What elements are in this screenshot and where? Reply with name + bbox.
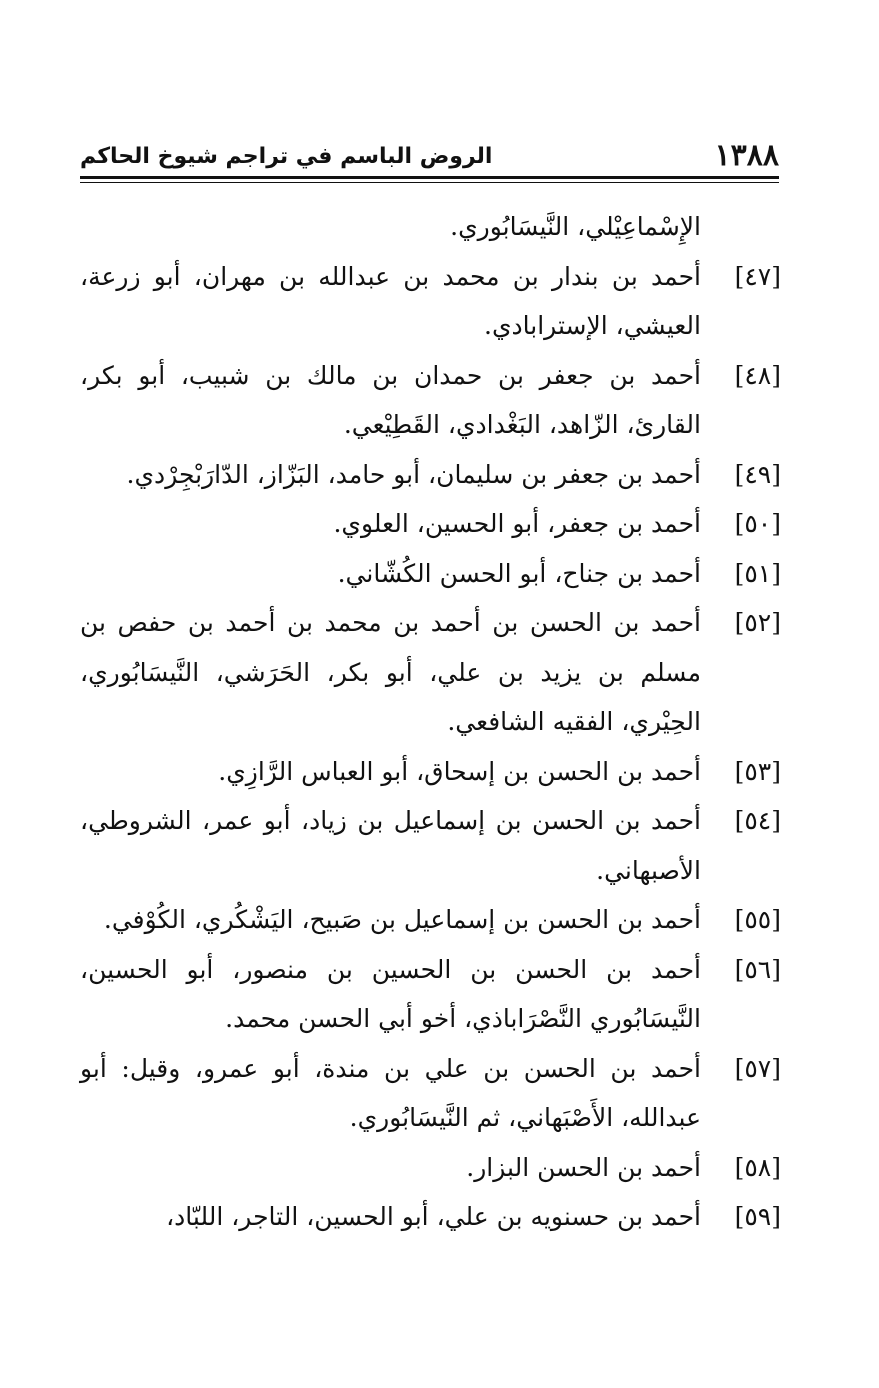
entry-number: [٥١] bbox=[734, 558, 781, 588]
entry-text: أحمد بن بندار بن محمد بن عبدالله بن مهران، أبو زرعة، العيشي، الإسترابادي. bbox=[80, 261, 701, 340]
entry-text: أحمد بن حسنويه بن علي، أبو الحسين، التاجر، اللبّاد، bbox=[166, 1202, 701, 1231]
entry-text: أحمد بن الحسن بن أحمد بن محمد بن أحمد بن حفص بن مسلم بن يزيد بن علي، أبو بكر، الحَرَشي، النَّيسَابُوري، الحِيْري، الفقيه الشافعي. bbox=[80, 608, 701, 736]
entry-text: أحمد بن جعفر بن سليمان، أبو حامد، البَزّاز، الدّارَبْجِرْدي. bbox=[126, 459, 701, 489]
entry bbox=[80, 945, 781, 1044]
entry-number: [٥٧] bbox=[734, 1053, 781, 1083]
running-title: الروض الباسم في تراجم شيوخ الحاكم bbox=[80, 144, 493, 169]
entry bbox=[80, 895, 781, 945]
entry-text: أحمد بن الحسن بن إسحاق، أبو العباس الرَّازِي. bbox=[218, 756, 701, 786]
entry-number: [٥٣] bbox=[734, 756, 781, 786]
entry bbox=[80, 450, 781, 500]
entry-text: أحمد بن الحسن البزار. bbox=[466, 1152, 701, 1182]
entry bbox=[80, 598, 781, 747]
entry bbox=[80, 1044, 781, 1143]
entry-number: [٥٦] bbox=[734, 954, 781, 984]
entry-number: [٤٨] bbox=[734, 360, 781, 390]
header-rule-thin bbox=[80, 182, 779, 183]
entry bbox=[80, 549, 781, 599]
page-number: ١٣٨٨ bbox=[714, 138, 779, 173]
entry-number: [٥٥] bbox=[734, 905, 781, 934]
entry-number: [٥٨] bbox=[734, 1152, 781, 1182]
entry-number: [٤٧] bbox=[734, 261, 781, 291]
entry-number: [٤٩] bbox=[734, 459, 781, 489]
entry bbox=[80, 796, 781, 895]
entry-number: [٥٤] bbox=[734, 806, 781, 835]
entries-list bbox=[80, 202, 781, 1242]
entry-text: أحمد بن الحسن بن الحسين بن منصور، أبو الحسين، النَّيسَابُوري النَّصْرَاباذي، أخو أبي الحسن محمد. bbox=[80, 954, 701, 1033]
entry bbox=[80, 351, 781, 450]
entry-text: أحمد بن الحسن بن علي بن مندة، أبو عمرو، وقيل: أبو عبدالله، الأَصْبَهاني، ثم النَّيسَابُوري. bbox=[80, 1053, 701, 1132]
entry bbox=[80, 499, 781, 549]
entry-number: [٥٠] bbox=[734, 509, 781, 538]
entry bbox=[80, 1192, 781, 1242]
page-header bbox=[80, 138, 779, 178]
entry-text: أحمد بن الحسن بن إسماعيل بن زياد، أبو عمر، الشروطي، الأصبهاني. bbox=[80, 806, 701, 885]
continuation-text: الإِسْماعِيْلي، النَّيسَابُوري. bbox=[450, 212, 701, 241]
entry-number: [٥٢] bbox=[734, 608, 781, 637]
entry-text: أحمد بن جعفر، أبو الحسين، العلوي. bbox=[333, 509, 701, 538]
entry-number: [٥٩] bbox=[734, 1202, 781, 1231]
entry bbox=[80, 747, 781, 797]
entry-text: أحمد بن الحسن بن إسماعيل بن صَبيح، اليَشْكُري، الكُوْفي. bbox=[103, 905, 701, 934]
header-rule-thick bbox=[80, 176, 779, 179]
entry bbox=[80, 252, 781, 351]
entry-text: أحمد بن جناح، أبو الحسن الكُشّاني. bbox=[337, 558, 701, 588]
entry bbox=[80, 1143, 781, 1193]
entry-text: أحمد بن جعفر بن حمدان بن مالك بن شبيب، أبو بكر، القارئ، الزّاهد، البَغْدادي، القَطِيْعي. bbox=[80, 360, 701, 439]
